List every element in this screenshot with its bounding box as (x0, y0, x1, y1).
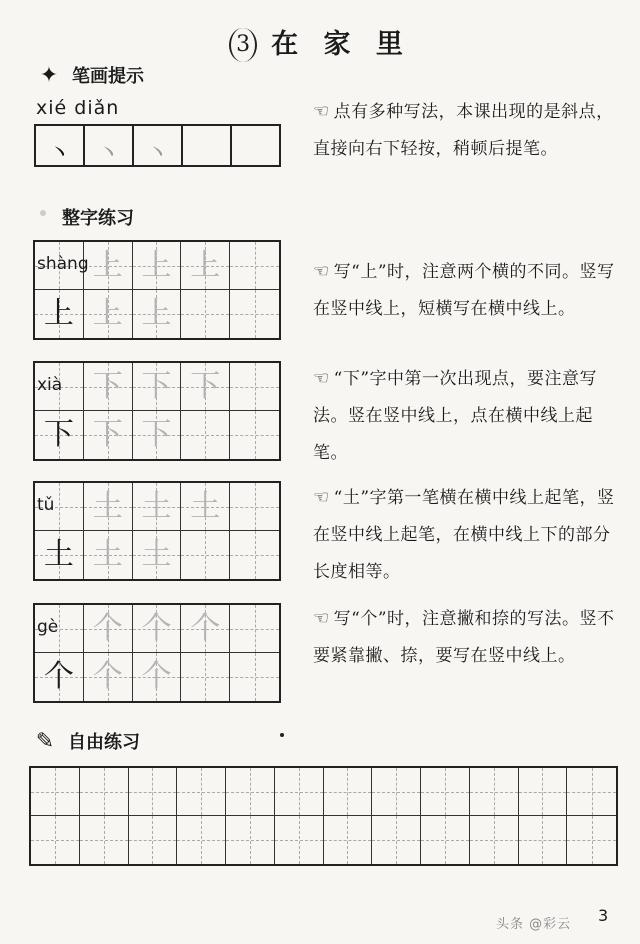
grid-cell (133, 483, 182, 531)
grid-cell (80, 768, 129, 816)
grid-cell (80, 816, 129, 864)
grid-cell (324, 768, 373, 816)
char-note (313, 479, 623, 591)
grid-cell (133, 653, 182, 701)
grid-cell (133, 242, 182, 290)
grid-cell (567, 816, 616, 864)
stroke-hint-note-text: 点有多种写法，本课出现的是斜点，直接向右下轻按，稍顿后提笔。 (313, 102, 614, 159)
stroke-glyph-trace: 丶 (96, 139, 121, 167)
decor-dot (40, 210, 46, 216)
trace-char: 个 (141, 659, 172, 694)
grid-cell (275, 816, 324, 864)
model-char: 个 (43, 659, 74, 694)
lesson-title (0, 22, 640, 62)
grid-cell (181, 605, 230, 653)
grid-cell (177, 768, 226, 816)
grid-cell (470, 768, 519, 816)
stroke-hint-heading-text: 笔画提示 (72, 66, 144, 87)
pen-icon: ✎ (35, 728, 55, 754)
grid-cell (230, 531, 279, 579)
grid-cell (230, 605, 279, 653)
grid-cell (133, 290, 182, 338)
trace-char: 个 (92, 659, 123, 694)
char-note-text: “下”字中第一次出现点，要注意写法。竖在竖中线上，点在横中线上起笔。 (313, 369, 598, 463)
char-note (313, 600, 623, 675)
pointing-hand-icon: ☜ (313, 101, 330, 122)
trace-char: 个 (141, 610, 172, 646)
grid-cell (129, 768, 178, 816)
char-note-text: 写“个”时，注意撇和捺的写法。竖不要紧靠撇、捺，要写在竖中线上。 (313, 609, 615, 666)
grid-cell (275, 768, 324, 816)
trace-char: 下 (190, 368, 221, 404)
stroke-hint-note (313, 93, 623, 168)
grid-cell (84, 242, 133, 290)
grid-cell (35, 242, 89, 290)
stroke-pinyin: xié diǎn (36, 97, 120, 119)
grid-cell (133, 363, 182, 411)
watermark: 头条 @彩云 (496, 917, 572, 932)
char-note-text: “土”字第一笔横在横中线上起笔，竖在竖中线上起笔，在横中线上下的部分长度相等。 (313, 488, 615, 582)
grid-cell (84, 653, 133, 701)
model-char: 土 (43, 537, 74, 572)
trace-char: 下 (141, 368, 172, 404)
stroke-cell (132, 126, 181, 165)
grid-cell (230, 242, 279, 290)
grid-cell (35, 363, 84, 411)
pointing-hand-icon: ☜ (313, 368, 330, 389)
stroke-cell (181, 126, 230, 165)
leaf-icon: ✦ (39, 62, 59, 88)
grid-cell (230, 483, 279, 531)
char-pinyin: tǔ (37, 495, 55, 515)
grid-cell (230, 653, 279, 701)
grid-cell (181, 653, 230, 701)
grid-cell (230, 290, 279, 338)
grid-cell (133, 531, 182, 579)
model-char: 下 (43, 417, 74, 452)
practice-heading-text: 整字练习 (62, 208, 134, 229)
trace-char: 土 (141, 488, 172, 524)
grid-cell (84, 411, 133, 459)
lesson-title-text: 在 家 里 (271, 29, 411, 60)
trace-char: 个 (92, 610, 123, 646)
grid-cell (372, 768, 421, 816)
grid-cell (31, 816, 80, 864)
grid-cell (421, 768, 470, 816)
trace-char: 上 (141, 296, 172, 331)
grid-cell (84, 483, 133, 531)
pointing-hand-icon: ☜ (313, 487, 330, 508)
trace-char: 下 (92, 417, 123, 452)
trace-char: 土 (190, 488, 221, 524)
trace-char: 上 (92, 296, 123, 331)
grid-cell (181, 483, 230, 531)
char-practice-grid (33, 481, 281, 581)
grid-cell (84, 363, 133, 411)
char-note (313, 253, 623, 328)
trace-char: 土 (92, 537, 123, 572)
page-number: 3 (598, 906, 609, 925)
stroke-glyph-trace: 丶 (145, 139, 170, 167)
trace-char: 上 (190, 247, 221, 283)
grid-cell (35, 483, 84, 531)
char-note-text: 写“上”时，注意两个横的不同。竖写在竖中线上，短横写在横中线上。 (313, 262, 615, 319)
free-practice-heading (32, 728, 140, 754)
grid-cell (181, 242, 230, 290)
trace-char: 上 (92, 247, 123, 283)
char-pinyin: xià (37, 375, 63, 395)
trace-char: 下 (92, 368, 123, 404)
char-pinyin: shàng (37, 254, 89, 274)
char-pinyin: gè (37, 617, 59, 637)
stroke-practice-row (34, 124, 281, 167)
stroke-cell (230, 126, 279, 165)
grid-cell (519, 816, 568, 864)
grid-cell (129, 816, 178, 864)
grid-cell (324, 816, 373, 864)
grid-cell (519, 768, 568, 816)
decor-dot (280, 733, 284, 737)
grid-cell (181, 531, 230, 579)
practice-heading (62, 204, 134, 230)
lesson-number: 3 (229, 28, 257, 62)
stroke-cell (36, 126, 83, 165)
grid-cell (181, 363, 230, 411)
stroke-hint-heading (36, 62, 144, 88)
pointing-hand-icon: ☜ (313, 608, 330, 629)
grid-cell (84, 290, 133, 338)
model-char: 上 (43, 296, 74, 331)
grid-cell (133, 605, 182, 653)
free-practice-grid (29, 766, 618, 866)
grid-cell (230, 363, 279, 411)
grid-cell (181, 290, 230, 338)
trace-char: 土 (141, 537, 172, 572)
grid-cell (470, 816, 519, 864)
stroke-glyph: 丶 (47, 139, 72, 167)
grid-cell (177, 816, 226, 864)
grid-cell (230, 411, 279, 459)
char-practice-grid (33, 361, 281, 461)
grid-cell (181, 411, 230, 459)
grid-cell (35, 531, 84, 579)
grid-cell (372, 816, 421, 864)
char-note (313, 360, 623, 472)
trace-char: 个 (190, 610, 221, 646)
trace-char: 上 (141, 247, 172, 283)
grid-cell (567, 768, 616, 816)
grid-cell (84, 605, 133, 653)
grid-cell (84, 531, 133, 579)
grid-cell (226, 768, 275, 816)
grid-cell (226, 816, 275, 864)
grid-cell (35, 605, 84, 653)
trace-char: 土 (92, 488, 123, 524)
grid-cell (31, 768, 80, 816)
grid-cell (421, 816, 470, 864)
grid-cell (35, 411, 84, 459)
free-practice-heading-text: 自由练习 (68, 732, 140, 753)
grid-cell (35, 290, 84, 338)
trace-char: 下 (141, 417, 172, 452)
grid-cell (35, 653, 84, 701)
char-practice-grid (33, 240, 281, 340)
pointing-hand-icon: ☜ (313, 261, 330, 282)
char-practice-grid (33, 603, 281, 703)
stroke-cell (83, 126, 132, 165)
grid-cell (133, 411, 182, 459)
